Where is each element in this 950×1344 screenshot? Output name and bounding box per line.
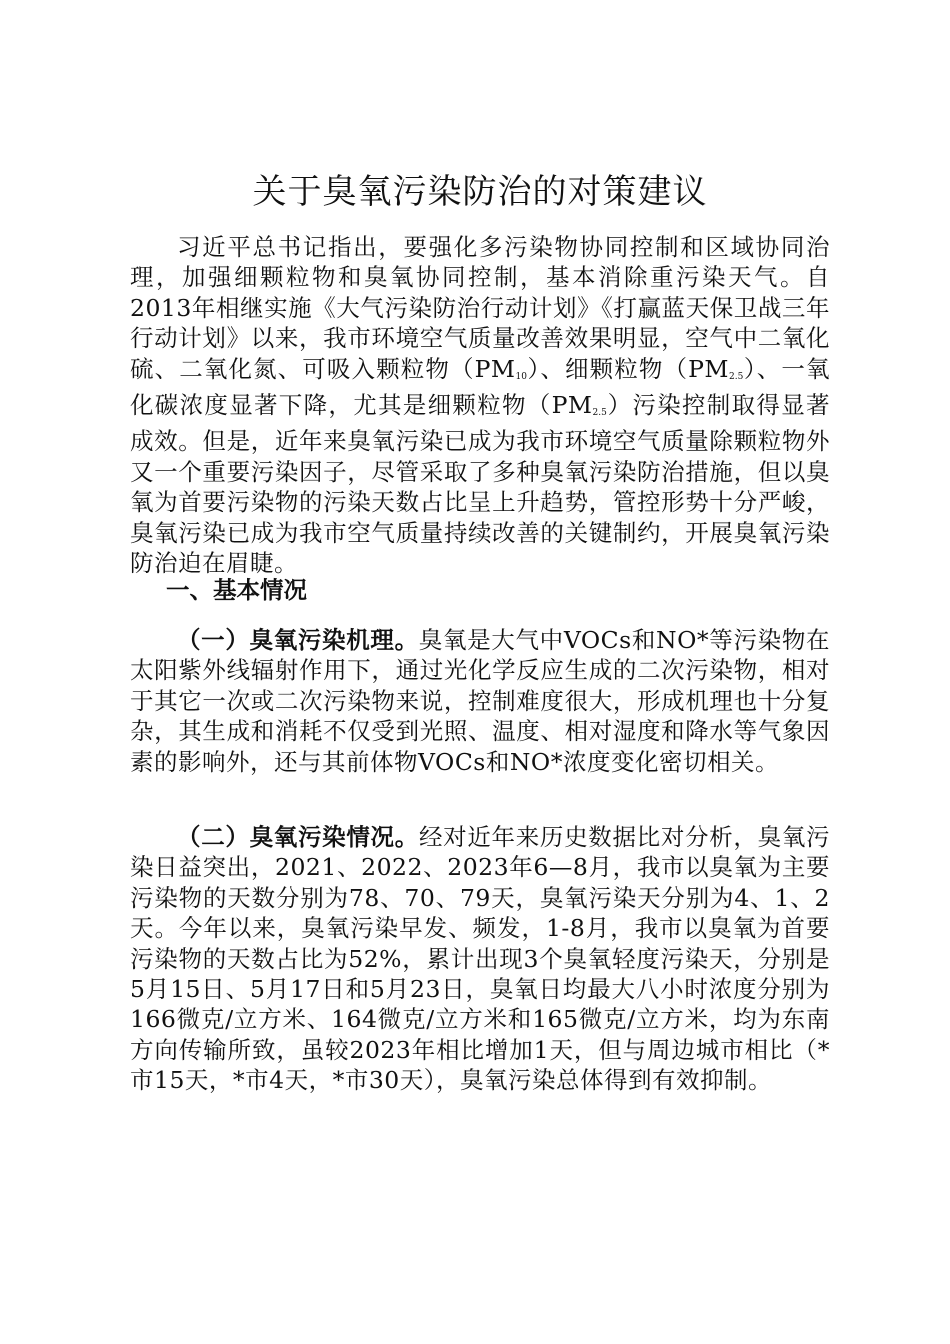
intro-paragraph [130, 232, 830, 578]
ozone-situation-paragraph [130, 822, 830, 1096]
document-title: 关于臭氧污染防治的对策建议 [252, 172, 708, 212]
intro-text-4: ）污染控制取得显著成效。但是，近年来臭氧污染已成为我市环境空气质量除颗粒物外又一个重要污染因子，尽管采取了多种臭氧污染防治措施，但以臭氧为首要污染物的污染天数占比呈上升趋势，管控形势十分严峻，臭氧污染已成为我市空气质量持续改善的关键制约，开展臭氧污染防治迫在眉睫。 [130, 391, 831, 578]
ozone-mechanism-lead: （一）臭氧污染机理。 [177, 626, 419, 654]
pm10-subscript: 10 [515, 371, 527, 382]
ozone-mechanism-paragraph [130, 625, 830, 777]
intro-text-1: 习近平总书记指出，要强化多污染物协同控制和区域协同治理，加强细颗粒物和臭氧协同控制，基本消除重污染天气。自2013年相继实施《大气污染防治行动计划》《打赢蓝天保卫战三年行动计划》以来，我市环境空气质量改善效果明显，空气中二氧化硫、二氧化氮、可吸入颗粒物（PM [130, 233, 830, 383]
ozone-mechanism-text: 臭氧是大气中VOCs和NO*等污染物在太阳紫外线辐射作用下，通过光化学反应生成的二次污染物，相对于其它一次或二次污染物来说，控制难度很大，形成机理也十分复杂，其生成和消耗不仅受到光照、温度、相对湿度和降水等气象因素的影响外，还与其前体物VOCs和NO*浓度变化密切相关。 [130, 626, 830, 776]
intro-text-3: ）、一氧化碳浓度显著下降，尤其是细颗粒物（PM [130, 354, 831, 420]
pm25-subscript-2: 2.5 [592, 408, 607, 419]
intro-text-2: ）、细颗粒物（PM [526, 354, 729, 383]
section-heading-basic-situation: 一、基本情况 [166, 576, 307, 604]
ozone-situation-lead: （二）臭氧污染情况。 [177, 823, 419, 851]
pm25-subscript: 2.5 [728, 371, 744, 382]
ozone-situation-text: 经对近年来历史数据比对分析，臭氧污染日益突出，2021、2022、2023年6—8月，我市以臭氧为主要污染物的天数分别为78、70、79天，臭氧污染天分别为4、1、2天。今年以来，臭氧污染早发、频发，1-8月，我市以臭氧为首要污染物的天数占比为52%，累计出现3个臭氧轻度污染天，分别是5月15日、5月17日和5月23日，臭氧日均最大八小时浓度分别为166微克/立方米、164微克/立方米和165微克/立方米，均为东南方向传输所致，虽较2023年相比增加1天，但与周边城市相比（*市15天，*市4天，*市30天），臭氧污染总体得到有效抑制。 [130, 823, 831, 1095]
